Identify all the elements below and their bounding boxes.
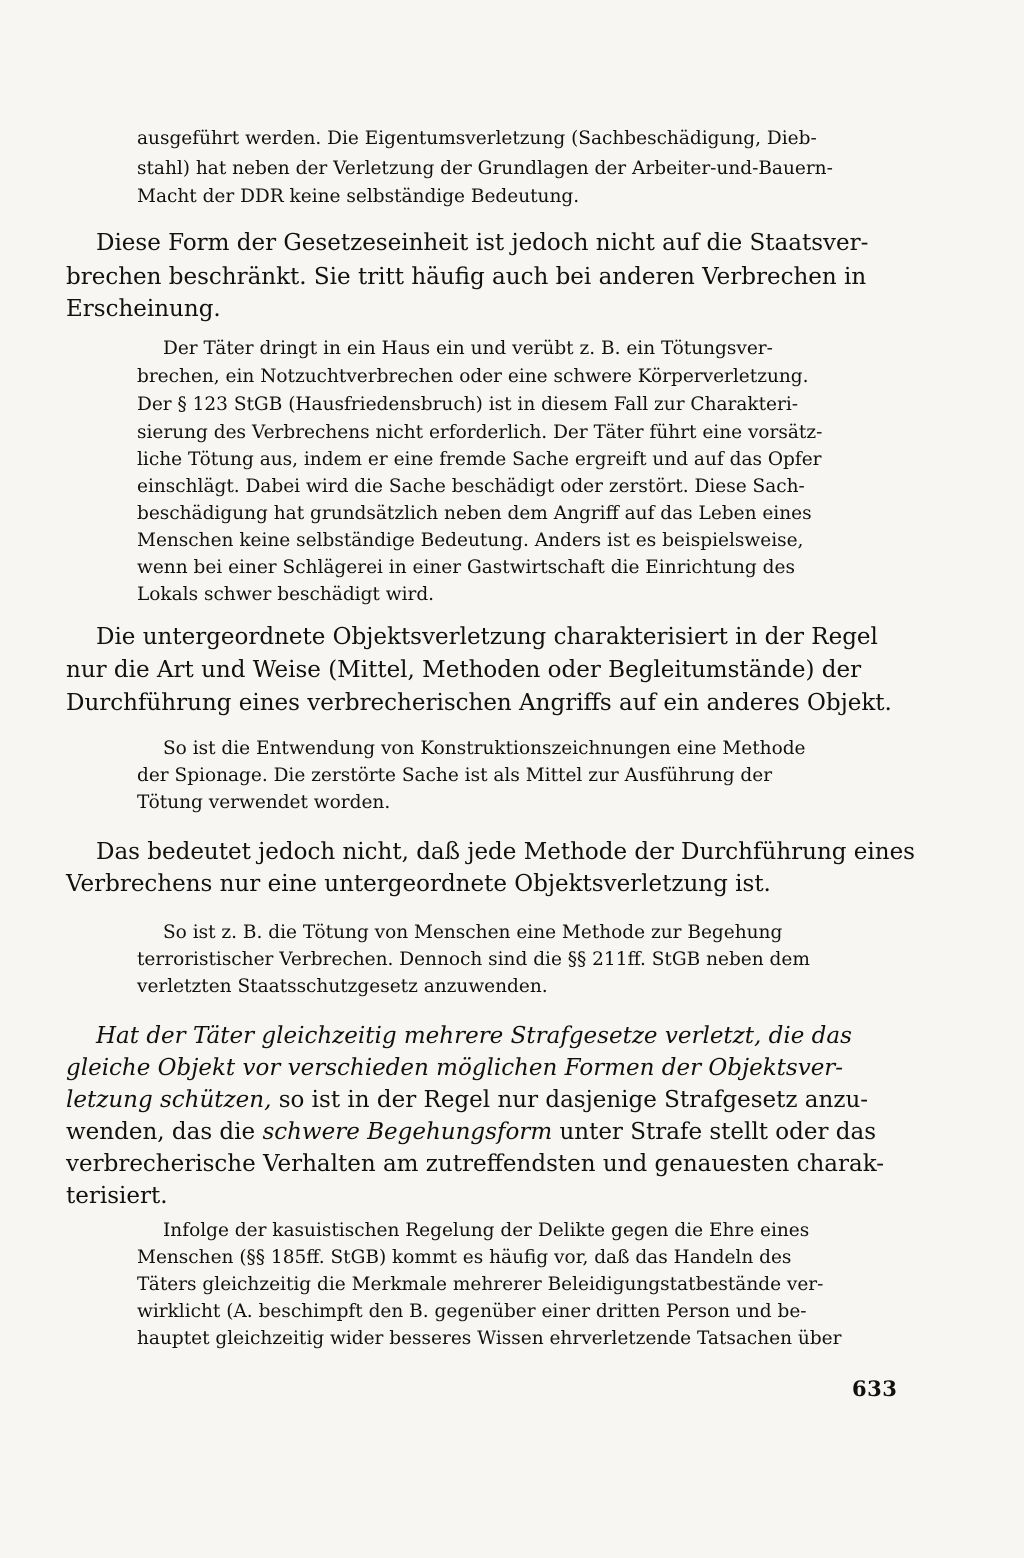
text-line <box>66 1121 876 1144</box>
text-line: wenn bei einer Schlägerei in einer Gastwirtschaft die Einrichtung des <box>137 557 795 578</box>
text-line: nur die Art und Weise (Mittel, Methoden oder Begleitumstände) der <box>66 657 862 683</box>
text-line: stahl) hat neben der Verletzung der Grundlagen der Arbeiter-und-Bauern- <box>137 158 833 179</box>
text-line: Der § 123 StGB (Hausfriedensbruch) ist in diesem Fall zur Charakteri- <box>137 394 799 415</box>
text-line: terisiert. <box>66 1183 168 1209</box>
text-line: hauptet gleichzeitig wider besseres Wissen ehrverletzende Tatsachen über <box>137 1328 842 1349</box>
text-line: Macht der DDR keine selbständige Bedeutung. <box>137 186 580 207</box>
text-line: der Spionage. Die zerstörte Sache ist als Mittel zur Ausführung der <box>137 765 773 786</box>
text-line: gleiche Objekt vor verschieden möglichen Formen der Objektsver- <box>66 1055 844 1081</box>
text-line: Täters gleichzeitig die Merkmale mehrerer Beleidigungstatbestände ver- <box>137 1274 824 1295</box>
text-line: wirklicht (A. beschimpft den B. gegenüber einer dritten Person und be- <box>137 1301 807 1322</box>
text-line: beschädigung hat grundsätzlich neben dem Angriff auf das Leben eines <box>137 503 812 524</box>
text-line: So ist z. B. die Tötung von Menschen eine Methode zur Begehung <box>163 922 783 943</box>
text-line: Durchführung eines verbrecherischen Angriffs auf ein anderes Objekt. <box>66 690 892 716</box>
text-span: so ist in der Regel nur dasjenige Strafgesetz anzu- <box>271 1087 869 1113</box>
text-line: liche Tötung aus, indem er eine fremde Sache ergreift und auf das Opfer <box>137 449 822 470</box>
text-line: terroristischer Verbrechen. Dennoch sind die §§ 211ff. StGB neben dem <box>137 949 810 970</box>
page-number: 633 <box>852 1376 898 1401</box>
text-line: sierung des Verbrechens nicht erforderlich. Der Täter führt eine vorsätz- <box>137 422 823 443</box>
italic-emphasis: schwere Begehungsform <box>262 1119 553 1145</box>
text-line: verletzten Staatsschutzgesetz anzuwenden. <box>137 976 548 997</box>
text-line: Die untergeordnete Objektsverletzung charakterisiert in der Regel <box>96 624 878 650</box>
text-line: Das bedeutet jedoch nicht, daß jede Methode der Durchführung eines <box>96 839 915 865</box>
text-line: Menschen (§§ 185ff. StGB) kommt es häufig vor, daß das Handeln des <box>137 1247 792 1268</box>
text-span: wenden, das die <box>66 1119 263 1145</box>
text-line: brechen, ein Notzuchtverbrechen oder eine schwere Körperverletzung. <box>137 366 809 387</box>
text-span: unter Strafe stellt oder das <box>552 1119 877 1145</box>
text-line: Der Täter dringt in ein Haus ein und verübt z. B. ein Tötungsver- <box>163 338 773 359</box>
text-line: einschlägt. Dabei wird die Sache beschädigt oder zerstört. Diese Sach- <box>137 476 805 497</box>
text-line: Menschen keine selbständige Bedeutung. Anders ist es beispielsweise, <box>137 530 804 551</box>
text-line: Infolge der kasuistischen Regelung der Delikte gegen die Ehre eines <box>163 1220 810 1241</box>
text-line: Diese Form der Gesetzeseinheit ist jedoch nicht auf die Staatsver- <box>96 230 869 256</box>
text-line: Erscheinung. <box>66 296 221 322</box>
text-line: Lokals schwer beschädigt wird. <box>137 584 435 605</box>
text-line: verbrecherische Verhalten am zutreffendsten und genauesten charak- <box>66 1151 884 1177</box>
text-line: Hat der Täter gleichzeitig mehrere Strafgesetze verletzt, die das <box>96 1023 852 1049</box>
text-line: So ist die Entwendung von Konstruktionszeichnungen eine Methode <box>163 738 806 759</box>
italic-emphasis: letzung schützen, <box>66 1087 272 1113</box>
text-line: Verbrechens nur eine untergeordnete Objektsverletzung ist. <box>66 871 771 897</box>
text-line: ausgeführt werden. Die Eigentumsverletzung (Sachbeschädigung, Dieb- <box>137 128 817 149</box>
text-line: Tötung verwendet worden. <box>137 792 391 813</box>
text-line: brechen beschränkt. Sie tritt häufig auch bei anderen Verbrechen in <box>66 264 867 290</box>
text-line <box>66 1089 868 1112</box>
